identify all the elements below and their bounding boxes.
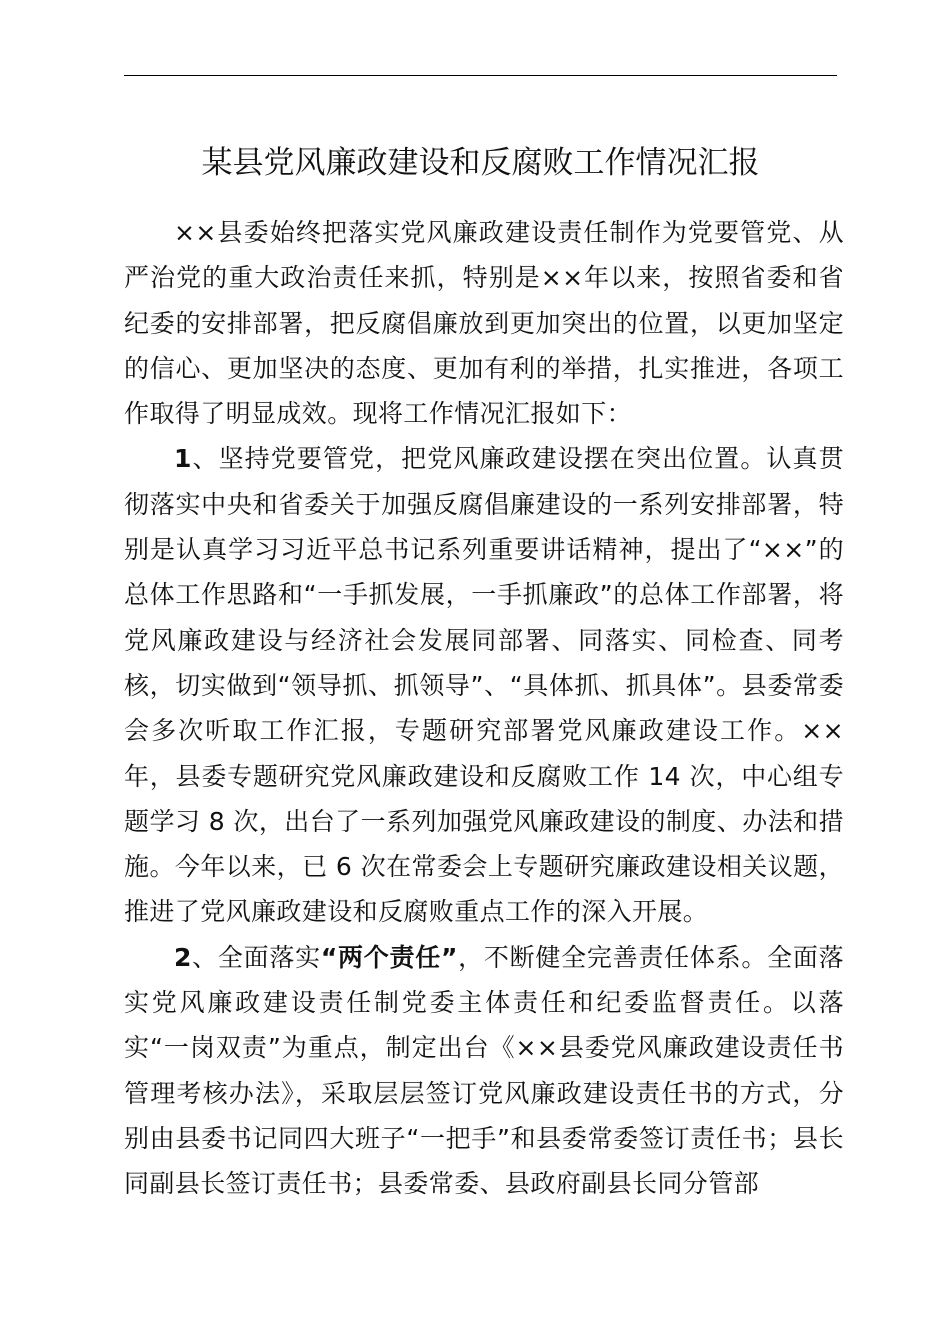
intro-paragraph: ××县委始终把落实党风廉政建设责任制作为党要管党、从严治党的重大政治责任来抓，特别是××年以来，按照省委和省纪委的安排部署，把反腐倡廉放到更加突出的位置，以更加坚定的信心、更加坚决的态度、更加有利的举措，扎实推进，各项工作取得了明显成效。现将工作情况汇报如下：	[124, 218, 844, 429]
page-title: 某县党风廉政建设和反腐败工作情况汇报	[201, 145, 760, 181]
section-2-number: 2	[174, 942, 192, 972]
section-2-paragraph	[124, 935, 844, 1207]
document-body	[124, 210, 844, 1207]
section-2-quote: “两个责任”	[320, 942, 458, 972]
section-2-lead: 、全面落实	[191, 942, 321, 972]
section-1-paragraph	[124, 436, 844, 934]
section-1-text: 、坚持党要管党，把党风廉政建设摆在突出位置。认真贯彻落实中央和省委关于加强反腐倡廉建设的一系列安排部署，特别是认真学习习近平总书记系列重要讲话精神，提出了“××”的总体工作思路和“一手抓发展，一手抓廉政”的总体工作部署，将党风廉政建设与经济社会发展同部署、同落实、同检查、同考核，切实做到“领导抓、抓领导”、“具体抓、抓具体”。县委常委会多次听取工作汇报，专题研究部署党风廉政建设工作。××年，县委专题研究党风廉政建设和反腐败工作 14 次，中心组专题学习 8 次，出台了一系列加强党风廉政建设的制度、办法和措施。今年以来，已 6 次在常委会上专题研究廉政建设相关议题，推进了党风廉政建设和反腐败重点工作的深入开展。	[124, 444, 844, 927]
header-rule	[124, 75, 837, 76]
section-1-number: 1	[174, 444, 192, 474]
section-2-text: ，不断健全完善责任体系。全面落实党风廉政建设责任制党委主体责任和纪委监督责任。以落实“一岗双责”为重点，制定出台《××县委党风廉政建设责任书管理考核办法》，采取层层签订党风廉政建设责任书的方式，分别由县委书记同四大班子“一把手”和县委常委签订责任书；县长同副县长签订责任书；县委常委、县政府副县长同分管部	[124, 942, 844, 1199]
